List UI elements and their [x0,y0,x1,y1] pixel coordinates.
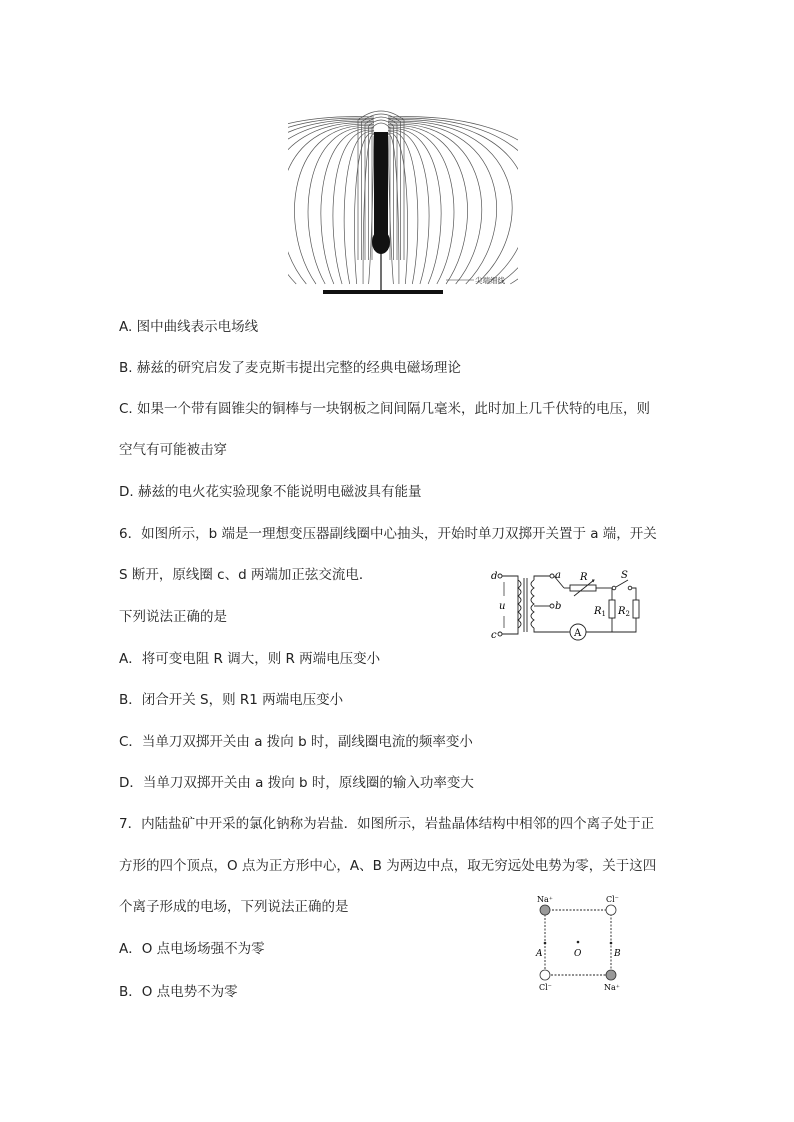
label-b: B [614,949,621,959]
q7-option-a: A．O 点电场场强不为零 [119,941,265,957]
field-line [344,132,374,284]
q7-stem-line3: 个离子形成的电场，下列说法正确的是 [119,899,349,915]
q6-stem-line2: S 断开，原线圈 c、d 两端加正弦交流电． [119,567,373,583]
field-lines-figure [288,110,518,300]
q5-option-c: C. 如果一个带有圆锥尖的铜棒与一块钢板之间间隔几毫米，此时加上几千伏特的电压，则 [119,401,651,417]
na-ion-top-left [540,905,550,915]
label-top-left: Na⁺ [537,895,553,904]
ammeter-a: A [574,628,582,639]
label-a: A [536,949,543,959]
terminal-b: b [555,601,562,612]
transformer-circuit [488,566,648,646]
resistor-r2: $R_2$ [618,606,630,618]
q7-stem-line1: 7．内陆盐矿中开采的氯化钠称为岩盐．如图所示，岩盐晶体结构中相邻的四个离子处于正 [119,816,655,832]
cl-ion-top-right [606,905,616,915]
field-line [288,118,374,284]
na-ion-bottom-right [606,970,616,980]
field-line [388,132,418,284]
field-line [288,120,374,284]
field-line [295,126,374,284]
q6-option-a: A．将可变电阻 R 调大，则 R 两端电压变小 [119,651,381,667]
point-o [577,941,580,944]
cl-ion-bottom-left [540,970,550,980]
point-a [544,942,547,945]
q6-option-b: B．闭合开关 S，则 R1 两端电压变小 [119,692,344,708]
field-line [288,121,374,284]
q7-stem-line2: 方形的四个顶点，O 点为正方形中心，A、B 为两边中点，取无穷远处电势为零，关于这四 [119,858,657,874]
field-line [388,118,518,284]
terminal-c: c [491,630,497,641]
field-line [321,129,374,284]
q5-option-c-cont: 空气有可能被击穿 [119,442,227,458]
field-line [288,124,374,284]
q6-option-d: D．当单刀双掷开关由 a 拨向 b 时，原线圈的输入功率变大 [119,775,474,791]
field-line [388,120,518,284]
q5-option-a: A. 图中曲线表示电场线 [119,319,259,335]
q5-option-b: B. 赫兹的研究启发了麦克斯韦提出完整的经典电磁场理论 [119,360,461,376]
resistor-r: R [580,572,588,583]
voltage-u: u [499,601,506,612]
field-lines [288,111,518,284]
field-line [369,136,374,284]
steel-plate [323,290,443,294]
figure-label: 尖端细线 [475,276,505,285]
field-line [388,136,393,284]
point-b [610,942,613,945]
field-line [388,129,441,284]
terminal-d: d [491,571,498,582]
q5-option-d: D. 赫兹的电火花实验现象不能说明电磁波具有能量 [119,484,422,500]
q6-stem-line3: 下列说法正确的是 [119,609,227,625]
resistor-r1: $R_1$ [594,606,606,618]
switch-s: S [621,570,628,581]
salt-crystal-figure [530,890,630,1000]
terminal-a: a [555,570,561,581]
q6-option-c: C．当单刀双掷开关由 a 拨向 b 时，副线圈电流的频率变小 [119,734,473,750]
field-line [288,123,374,284]
q7-option-b: B．O 点电势不为零 [119,984,238,1000]
label-o: O [574,949,582,959]
q6-stem-line1: 6．如图所示，b 端是一理想变压器副线圈中心抽头，开始时单刀双掷开关置于 a 端，开关 [119,526,657,542]
label-bottom-right: Na⁺ [604,983,620,992]
field-line [388,126,467,284]
label-bottom-left: Cl⁻ [539,983,552,992]
label-top-right: Cl⁻ [606,895,619,904]
